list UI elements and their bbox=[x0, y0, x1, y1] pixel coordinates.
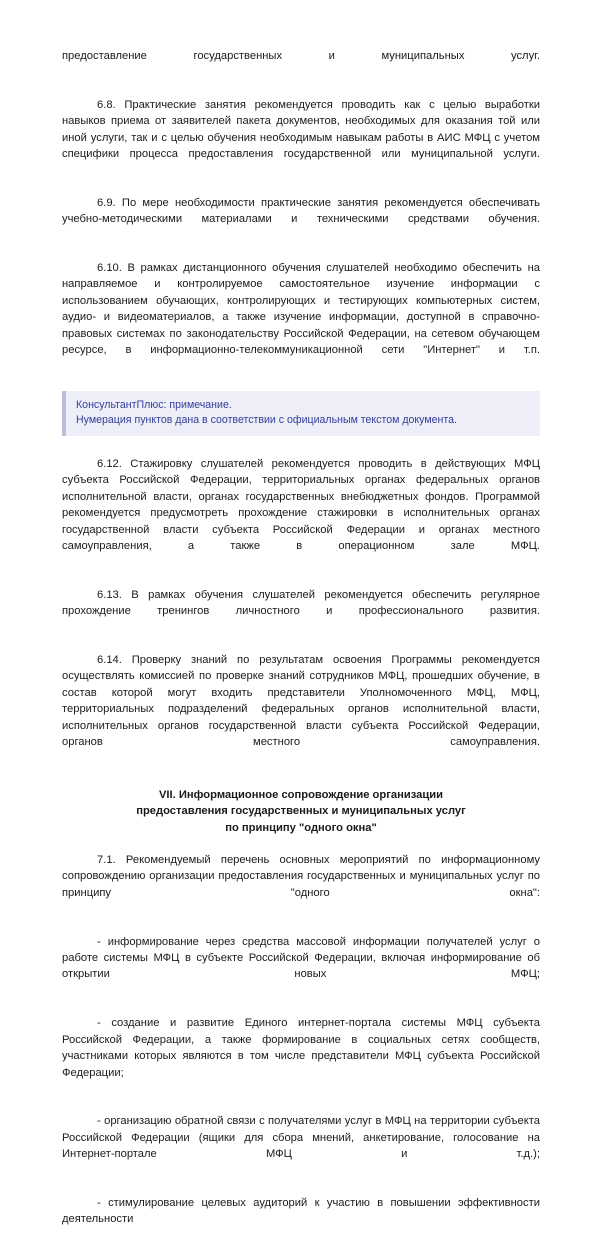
list-item-1: - информирование через средства массовой информации получателей услуг о работе системы МФЦ в субъекте Российской Федерации, включая информирование об открытии новых МФЦ; bbox=[62, 935, 540, 981]
note-text: Нумерация пунктов дана в соответствии с официальным текстом документа. bbox=[76, 413, 457, 426]
document-body bbox=[62, 48, 540, 1244]
section-heading-line-1: VII. Информационное сопровождение организации bbox=[158, 788, 444, 801]
paragraph-6-10: 6.10. В рамках дистанционного обучения слушателей необходимо обеспечить на направляемое и контролируемое самостоятельное изучение информации с использованием обучающих, контролирующих и тестирующих компьютерных систем, аудио- и видеоматериалов, а также изучение информации, доступной в справочно-правовых системах по законодательству Российской Федерации, на сетевом обучающем ресурсе, в информационно-телекоммуникационной сети "Интернет" и т.п. bbox=[62, 262, 540, 357]
paragraph-6-9: 6.9. По мере необходимости практические занятия рекомендуется обеспечивать учебно-методическими материалами и техническими средствами обучения. bbox=[62, 196, 540, 226]
list-item-3: - организацию обратной связи с получателями услуг в МФЦ на территории субъекта Российской Федерации (ящики для сбора мнений, анкетирование, голосование на Интернет-портале МФЦ и т.д.); bbox=[62, 1115, 540, 1161]
section-heading-line-3: по принципу "одного окна" bbox=[225, 821, 377, 834]
paragraph-carryover: предоставление государственных и муниципальных услуг. bbox=[62, 50, 540, 62]
paragraph-6-8: 6.8. Практические занятия рекомендуется проводить как с целью выработки навыков приема от заявителей пакета документов, необходимых для оказания той или иной услуги, так и с целью обучения необходимым навыкам работы в АИС МФЦ с учетом специфики процесса предоставления государственной или муниципальной услуги. bbox=[62, 98, 540, 161]
list-item-2: - создание и развитие Единого интернет-портала системы МФЦ субъекта Российской Федерации, а также формирование в социальных сетях сообществ, участниками которых являются в том числе представители МФЦ субъекта Российской Федерации; bbox=[62, 1017, 540, 1079]
section-heading-line-2: предоставления государственных и муниципальных услуг bbox=[136, 805, 466, 818]
section-heading-vii bbox=[62, 787, 540, 836]
paragraph-7-1: 7.1. Рекомендуемый перечень основных мероприятий по информационному сопровождению организации предоставления государственных и муниципальных услуг по принципу "одного окна": bbox=[62, 854, 540, 899]
list-item-4: - стимулирование целевых аудиторий к участию в повышении эффективности деятельности bbox=[62, 1196, 540, 1226]
note-title: КонсультантПлюс: примечание. bbox=[76, 398, 232, 411]
paragraph-6-13: 6.13. В рамках обучения слушателей рекомендуется обеспечить регулярное прохождение тренингов личностного и профессионального развития. bbox=[62, 588, 540, 618]
consultant-plus-note bbox=[62, 391, 540, 436]
paragraph-6-14: 6.14. Проверку знаний по результатам освоения Программы рекомендуется осуществлять комиссией по проверке знаний сотрудников МФЦ, прошедших обучение, в состав которой могут входить представители Уполномоченного МФЦ, МФЦ, территориальных подразделений федеральных органов исполнительной власти, исполнительных органов государственной власти субъекта Российской Федерации, органов местного самоуправления. bbox=[62, 653, 540, 748]
paragraph-6-12: 6.12. Стажировку слушателей рекомендуется проводить в действующих МФЦ субъекта Российской Федерации, территориальных органах федеральных органов исполнительной власти, органах государственных внебюджетных фондов. Программой рекомендуется предусмотреть прохождение стажировки в исполнительных органах государственной власти субъекта Российской Федерации и органах местного самоуправления, а также в операционном зале МФЦ. bbox=[62, 457, 540, 552]
